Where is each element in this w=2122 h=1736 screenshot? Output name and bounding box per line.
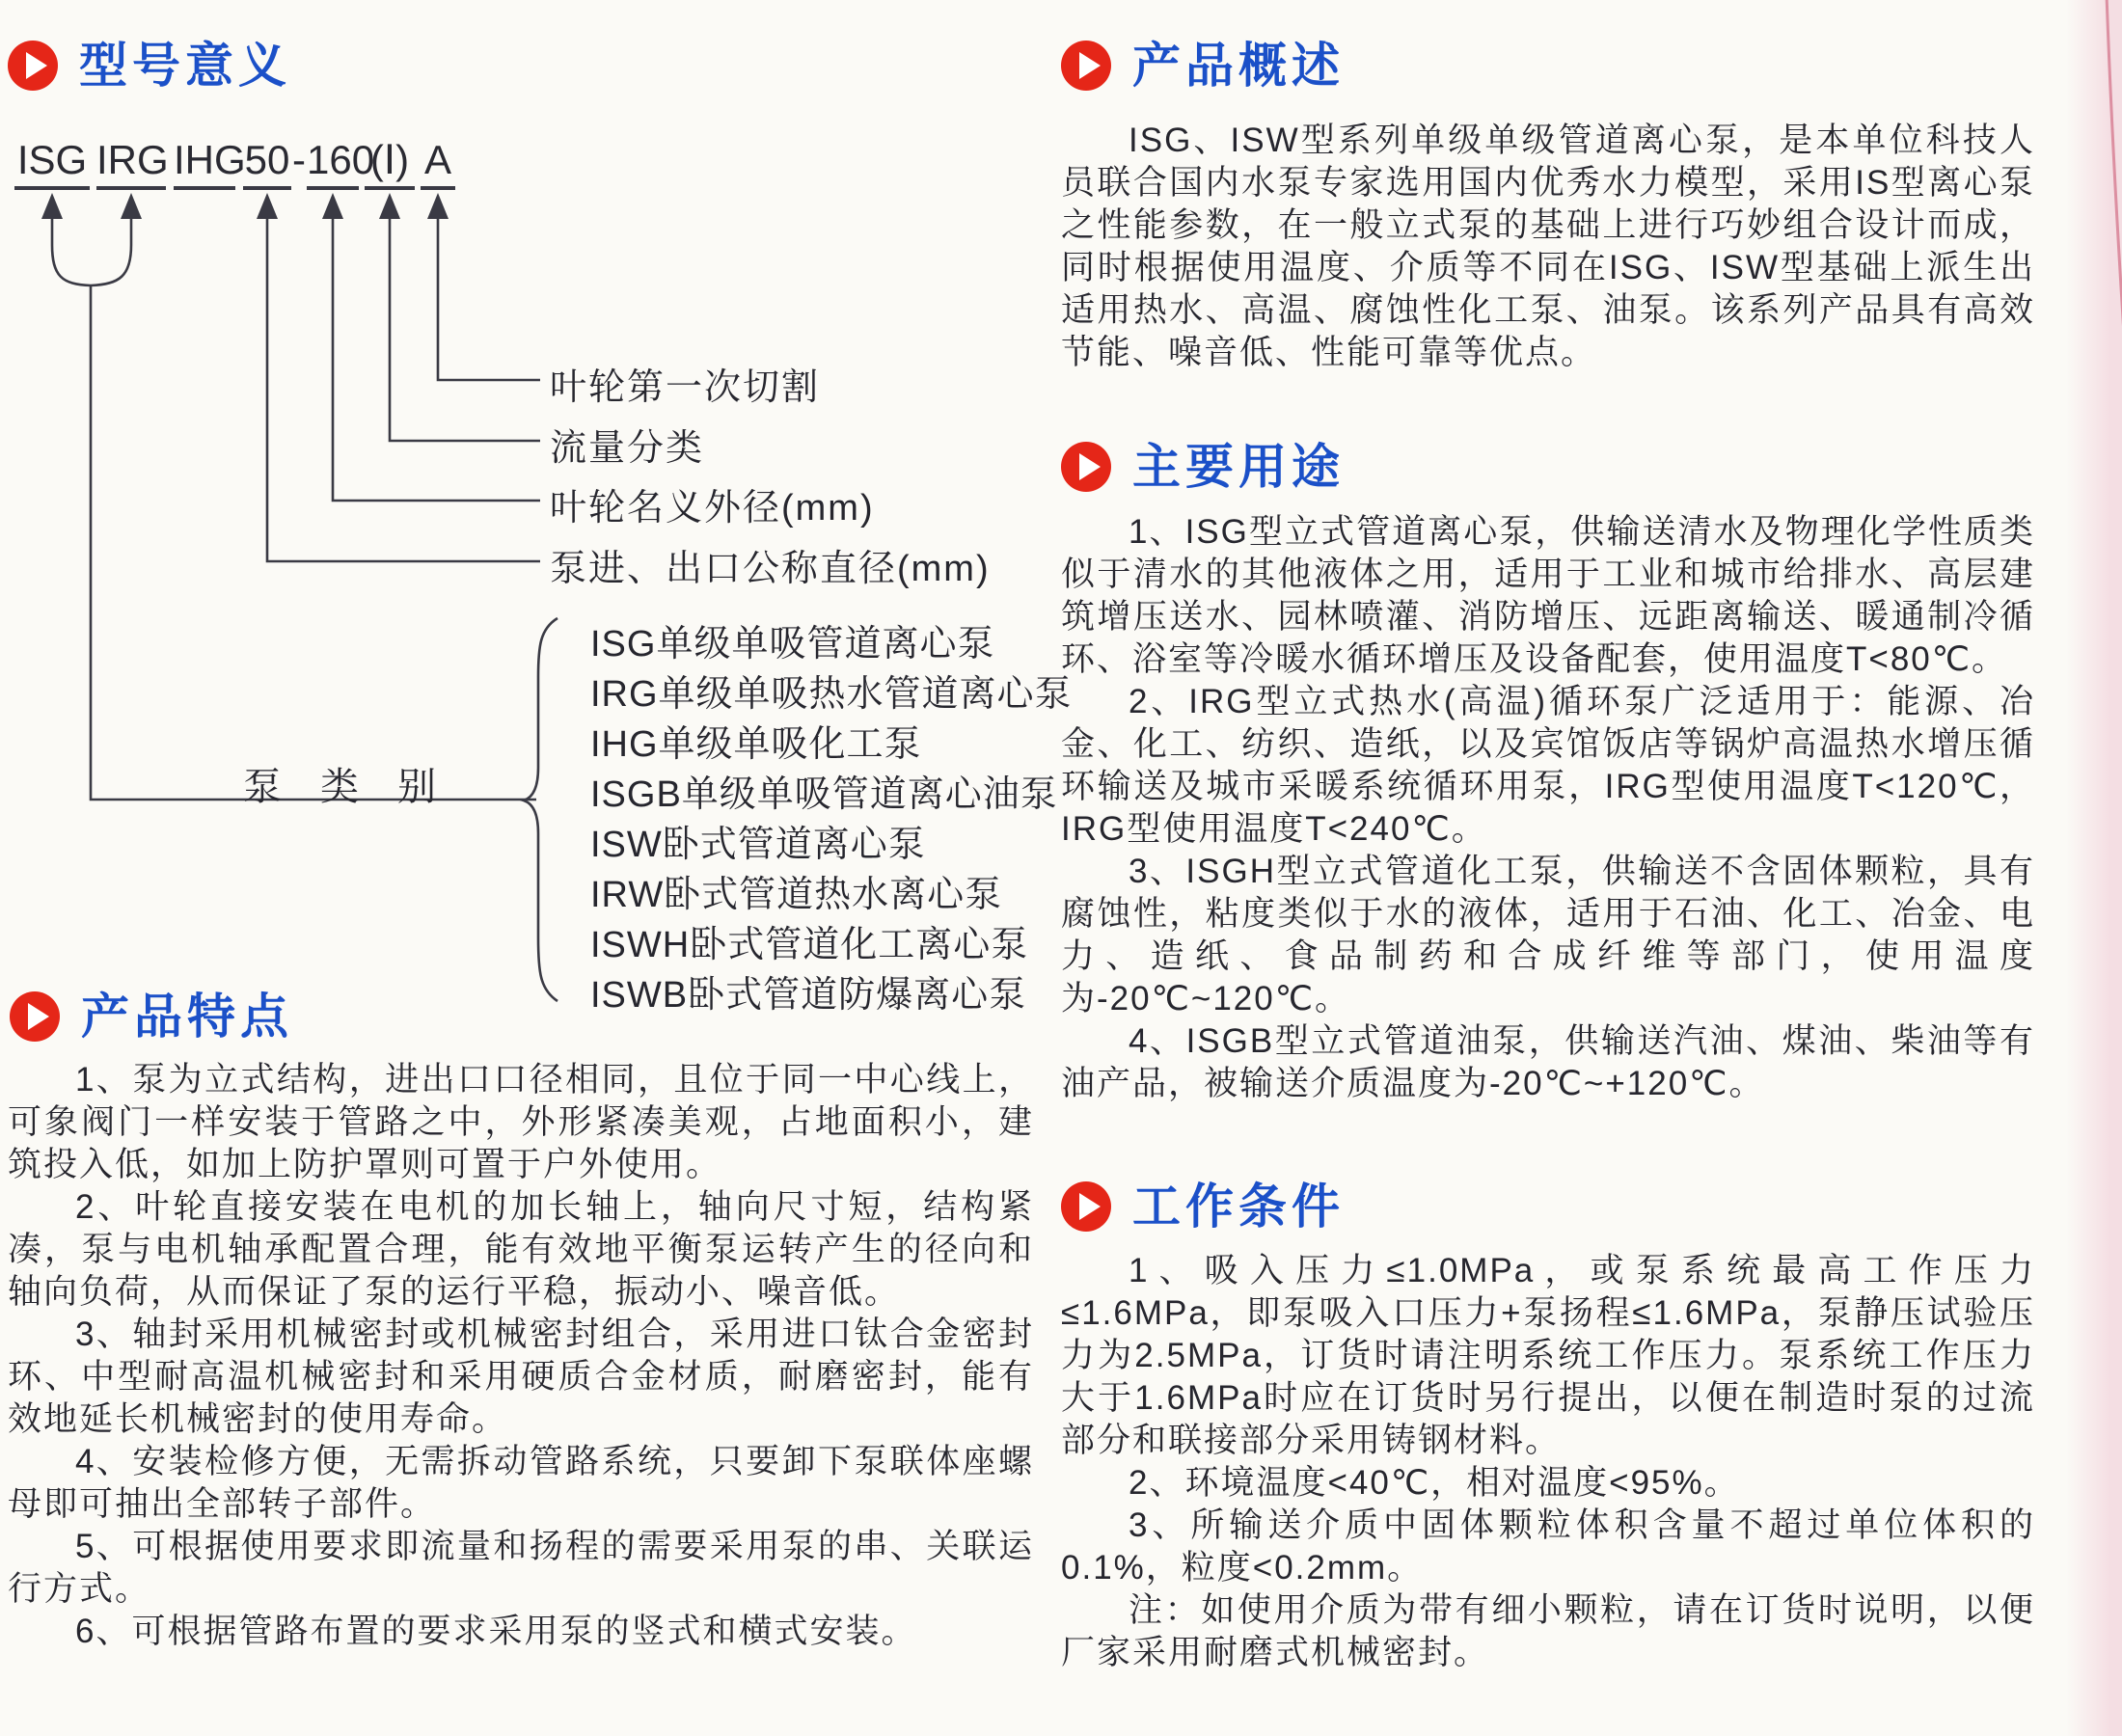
- feature-paragraph-4: 4、安装检修方便，无需拆动管路系统，只要卸下泵联体座螺母即可抽出全部转子部件。: [8, 1443, 1034, 1523]
- up-arrow-icons: [41, 193, 449, 219]
- pump-type-isgb: ISGB单级单吸管道离心油泵: [590, 774, 1058, 815]
- model-segment-variant: (Ⅰ): [365, 137, 415, 190]
- use-paragraph-3: 3、ISGH型立式管道化工泵，供输送不含固体颗粒，具有腐蚀性，粘度类似于水的液体，适用于石油、化工、冶金、电力、造纸、食品制药和合成纤维等部门，使用温度为-20℃~120℃。: [1061, 853, 2035, 1017]
- feature-paragraph-2: 2、叶轮直接安装在电机的加长轴上，轴向尺寸短，结构紧凑，泵与电机轴承配置合理，能有效地平衡泵运转产生的径向和轴向负荷，从而保证了泵的运行平稳，振动小、噪音低。: [8, 1188, 1034, 1311]
- model-segment-dash: -: [292, 137, 306, 182]
- play-bullet-icon: [1061, 1181, 1111, 1232]
- section-header-model-meaning: [8, 41, 291, 91]
- callout-port-diameter: 泵进、出口公称直径(mm): [550, 549, 991, 589]
- section-title-uses: 主要用途: [1132, 440, 1345, 494]
- use-paragraph-1: 1、ISG型立式管道离心泵，供输送清水及物理化学性质类似于清水的其他液体之用，适用于工业和城市给排水、高层建筑增压送水、园林喷灌、消防增压、远距离输送、暖通制冷循环、浴室等冷暖水循环增压及设备配套，使用温度T<80℃。: [1061, 513, 2035, 678]
- pump-category-label: 泵类别: [243, 766, 475, 808]
- play-bullet-icon: [8, 41, 58, 91]
- model-segment-irg: IRG: [96, 137, 166, 190]
- section-title-features: 产品特点: [81, 990, 293, 1044]
- pump-type-ihg: IHG单级单吸化工泵: [590, 724, 922, 765]
- callout-impeller-first-cut: 叶轮第一次切割: [550, 367, 821, 408]
- overview-paragraph: ISG、ISW型系列单级单级管道离心泵，是本单位科技人员联合国内水泵专家选用国内优秀水力模型，采用IS型离心泵之性能参数，在一般立式泵的基础上进行巧妙组合设计而成，同时根据使用温度、介质等不同在ISG、ISW型基础上派生出适用热水、高温、腐蚀性化工泵、油泵。该系列产品具有高效节能、噪音低、性能可靠等优点。: [1061, 122, 2035, 371]
- use-paragraph-4: 4、ISGB型立式管道油泵，供输送汽油、煤油、柴油等有油产品，被输送介质温度为-20℃~+120℃。: [1061, 1022, 2035, 1102]
- section-header-uses: [1061, 442, 1345, 492]
- condition-paragraph-1: 1、吸入压力≤1.0MPa，或泵系统最高工作压力≤1.6MPa，即泵吸入口压力+泵扬程≤1.6MPa，泵静压试验压力为2.5MPa，订货时请注明系统工作压力。泵系统工作压力大于1.6MPa时应在订货时另行提出，以便在制造时泵的过流部分和联接部分采用铸钢材料。: [1061, 1252, 2035, 1459]
- pump-type-iswh: ISWH卧式管道化工离心泵: [590, 925, 1029, 965]
- section-header-overview: [1061, 41, 1345, 91]
- pump-type-iswb: ISWB卧式管道防爆离心泵: [590, 975, 1027, 1016]
- callout-impeller-diameter: 叶轮名义外径(mm): [550, 488, 875, 529]
- section-title-conditions: 工作条件: [1132, 1180, 1345, 1234]
- page-edge-shadow: [2066, 0, 2122, 1736]
- section-header-conditions: [1061, 1181, 1345, 1232]
- pump-type-isw: ISW卧式管道离心泵: [590, 825, 926, 865]
- feature-paragraph-5: 5、可根据使用要求即流量和扬程的需要采用泵的串、关联运行方式。: [8, 1528, 1034, 1608]
- overview-text: [1061, 120, 2035, 374]
- condition-paragraph-3: 3、所输送介质中固体颗粒体积含量不超过单位体积的0.1%，粒度<0.2mm。: [1061, 1506, 2035, 1587]
- condition-paragraph-2: 2、环境温度<40℃，相对温度<95%。: [1129, 1464, 1740, 1502]
- condition-note: 注：如使用介质为带有细小颗粒，请在订货时说明，以便厂家采用耐磨式机械密封。: [1061, 1591, 2035, 1671]
- pump-type-isg: ISG单级单吸管道离心泵: [590, 624, 995, 665]
- features-text: [8, 1059, 1034, 1653]
- model-segment-160: 160: [307, 137, 359, 190]
- section-title-overview: 产品概述: [1132, 39, 1345, 93]
- section-title-model-meaning: 型号意义: [79, 39, 291, 93]
- uses-text: [1061, 511, 2035, 1105]
- play-bullet-icon: [1061, 41, 1111, 91]
- model-segment-ihg: IHG: [174, 137, 235, 190]
- feature-paragraph-3: 3、轴封采用机械密封或机械密封组合，采用进口钛合金密封环、中型耐高温机械密封和采用硬质合金材质，耐磨密封，能有效地延长机械密封的使用寿命。: [8, 1316, 1034, 1438]
- feature-paragraph-1: 1、泵为立式结构，进出口口径相同，且位于同一中心线上，可象阀门一样安装于管路之中，外形紧凑美观，占地面积小，建筑投入低，如加上防护罩则可置于户外使用。: [8, 1061, 1034, 1183]
- play-bullet-icon: [10, 991, 60, 1042]
- pump-type-irg: IRG单级单吸热水管道离心泵: [590, 674, 1073, 715]
- section-header-features: [10, 991, 293, 1042]
- model-segment-50: 50: [243, 137, 291, 190]
- play-bullet-icon: [1061, 442, 1111, 492]
- pump-type-irw: IRW卧式管道热水离心泵: [590, 875, 1003, 915]
- use-paragraph-2: 2、IRG型立式热水(高温)循环泵广泛适用于：能源、冶金、化工、纺织、造纸，以及宾馆饭店等锅炉高温热水增压循环输送及城市采暖系统循环用泵，IRG型使用温度T<120℃，IRG型使用温度T<240℃。: [1061, 683, 2035, 848]
- model-segment-isg: ISG: [14, 137, 90, 190]
- conditions-text: [1061, 1250, 2035, 1674]
- feature-paragraph-6: 6、可根据管路布置的要求采用泵的竖式和横式安装。: [75, 1613, 917, 1650]
- callout-flow-class: 流量分类: [550, 428, 705, 469]
- model-segment-a: A: [421, 137, 455, 190]
